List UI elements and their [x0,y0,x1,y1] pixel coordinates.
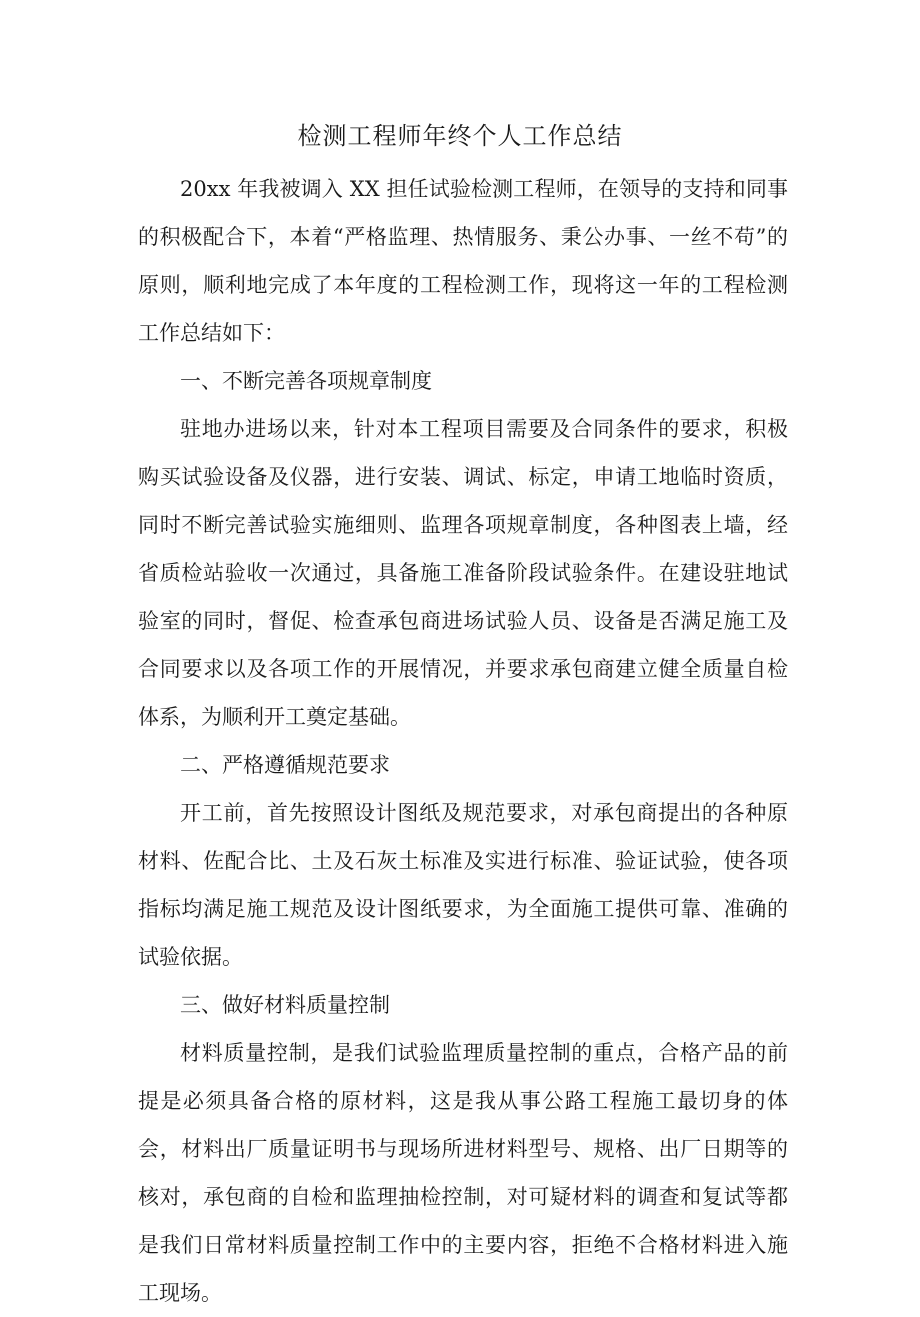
section-heading-1: 一、不断完善各项规章制度 [180,369,432,393]
intro-paragraph: 20xx 年我被调入 XX 担任试验检测工程师，在领导的支持和同事的积极配合下，本着“严格监理、热情服务、秉公办事、一丝不苟”的原则，顺利地完成了本年度的工程检测工作，现将这一年的工程检测工作总结如下： [138,177,788,345]
section-paragraph-3: 材料质量控制，是我们试验监理质量控制的重点，合格产品的前提是必须具备合格的原材料，这是我从事公路工程施工最切身的体会，材料出厂质量证明书与现场所进材料型号、规格、出厂日期等的核对，承包商的自检和监理抽检控制，对可疑材料的调查和复试等都是我们日常材料质量控制工作中的主要内容，拒绝不合格材料进入施工现场。 [138,1041,788,1305]
section-paragraph-2: 开工前，首先按照设计图纸及规范要求，对承包商提出的各种原材料、佐配合比、土及石灰土标准及实进行标准、验证试验，使各项指标均满足施工规范及设计图纸要求，为全面施工提供可靠、准确的试验依据。 [138,801,788,969]
document-title: 检测工程师年终个人工作总结 [297,122,623,150]
section-heading-2: 二、严格遵循规范要求 [180,753,390,777]
document-body [138,165,788,1317]
section-heading-3: 三、做好材料质量控制 [180,993,390,1017]
section-paragraph-1: 驻地办进场以来，针对本工程项目需要及合同条件的要求，积极购买试验设备及仪器，进行安装、调试、标定，申请工地临时资质，同时不断完善试验实施细则、监理各项规章制度，各种图表上墙，经省质检站验收一次通过，具备施工准备阶段试验条件。在建设驻地试验室的同时，督促、检查承包商进场试验人员、设备是否满足施工及合同要求以及各项工作的开展情况，并要求承包商建立健全质量自检体系，为顺利开工奠定基础。 [138,417,788,729]
